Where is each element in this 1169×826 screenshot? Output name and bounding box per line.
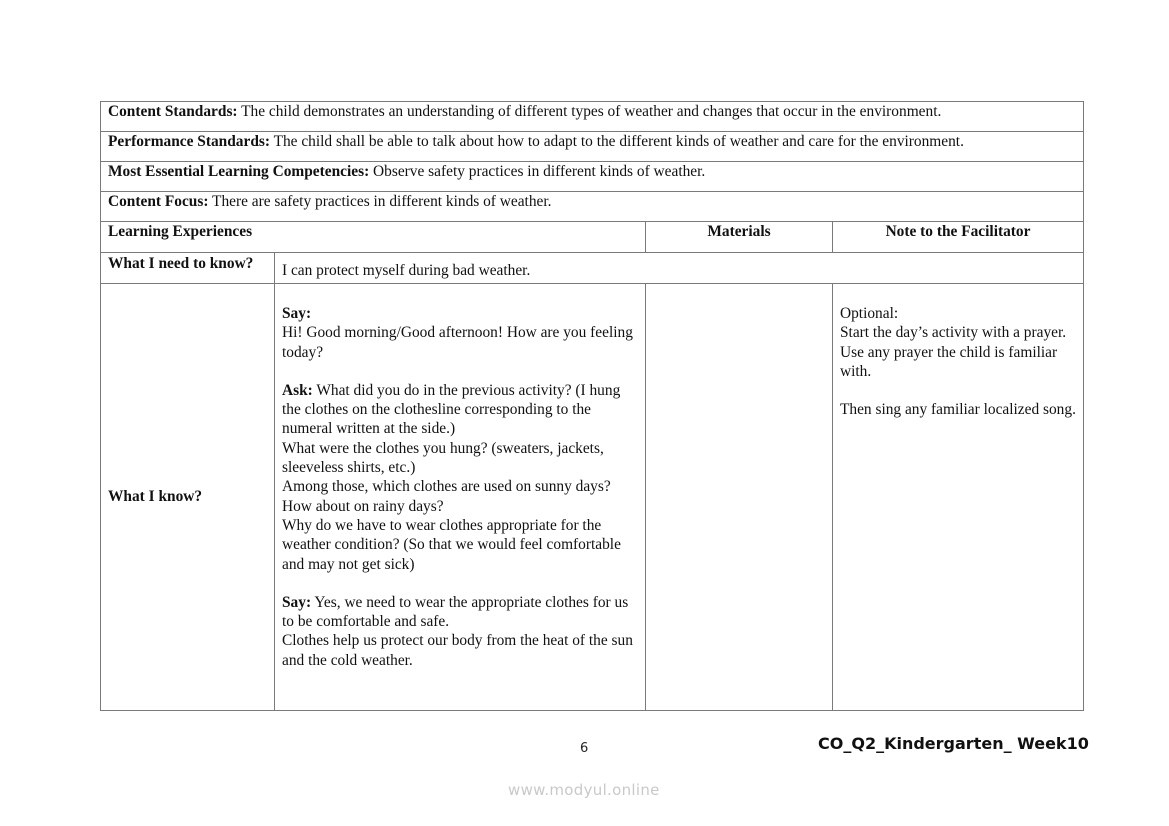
say-greeting-block — [282, 304, 638, 362]
say-closing-extra: Clothes help us protect our body from the heat of the sun and the cold weather. — [282, 632, 633, 669]
question-item: What were the clothes you hung? (sweaters, jackets, sleeveless shirts, etc.) — [282, 439, 604, 477]
content-focus-text: There are safety practices in different kinds of weather. — [208, 193, 552, 210]
say-closing-text: Yes, we need to wear the appropriate clothes for us to be comfortable and safe. — [282, 593, 629, 631]
what-i-know-row — [101, 284, 1084, 711]
performance-standards-cell — [101, 132, 1084, 162]
ask-text: What did you do in the previous activity? (I hung the clothes on the clothesline corresponding to the numeral written at the side.) — [282, 381, 621, 438]
ask-block — [282, 381, 638, 574]
performance-standards-row — [101, 132, 1084, 162]
what-i-need-to-know-text: I can protect myself during bad weather. — [275, 253, 1084, 284]
note-song-block — [840, 400, 1076, 419]
content-focus-row — [101, 192, 1084, 222]
content-focus-label: Content Focus: — [108, 193, 209, 210]
question-item: How about on rainy days? — [282, 497, 444, 515]
content-standards-row — [101, 102, 1084, 132]
performance-standards-label: Performance Standards: — [108, 133, 270, 150]
say-greeting-text: Hi! Good morning/Good afternoon! How are you feeling today? — [282, 324, 633, 361]
question-item: Why do we have to wear clothes appropriate for the weather condition? (So that we would feel comfortable and may not get sick) — [282, 516, 621, 573]
what-i-know-note — [833, 284, 1084, 711]
what-i-know-content — [275, 284, 646, 711]
melc-label: Most Essential Learning Competencies: — [108, 163, 370, 180]
table-header-row — [101, 222, 1084, 253]
performance-standards-text: The child shall be able to talk about how to adapt to the different kinds of weather and care for the environment. — [270, 133, 964, 150]
what-i-know-materials — [646, 284, 833, 711]
content-standards-cell — [101, 102, 1084, 132]
lesson-plan-table — [100, 101, 1084, 711]
say-label: Say: — [282, 305, 312, 322]
what-i-know-label: What I know? — [101, 284, 275, 711]
note-header: Note to the Facilitator — [833, 222, 1084, 253]
question-item: Among those, which clothes are used on sunny days? — [282, 478, 611, 496]
learning-experiences-header-text: Learning Experiences — [108, 223, 253, 240]
learning-experiences-header — [101, 222, 646, 253]
melc-text: Observe safety practices in different kinds of weather. — [369, 163, 706, 180]
melc-cell — [101, 162, 1084, 192]
what-i-need-to-know-row — [101, 253, 1084, 284]
melc-row — [101, 162, 1084, 192]
watermark: www.modyul.online — [508, 781, 660, 799]
content-standards-label: Content Standards: — [108, 103, 238, 120]
say-label: Say: — [282, 593, 312, 611]
module-code: CO_Q2_Kindergarten_ Week10 — [818, 734, 1089, 753]
note-song-text: Then sing any familiar localized song. — [840, 401, 1076, 419]
note-prayer-text: Start the day’s activity with a prayer. Use any prayer the child is familiar with. — [840, 324, 1067, 380]
ask-label: Ask: — [282, 381, 313, 399]
what-i-need-to-know-label: What I need to know? — [101, 253, 275, 284]
say-closing-block — [282, 593, 638, 670]
note-heading: Optional: — [840, 305, 899, 322]
content-focus-cell — [101, 192, 1084, 222]
note-optional-block — [840, 304, 1076, 381]
materials-header: Materials — [646, 222, 833, 253]
content-standards-text: The child demonstrates an understanding of different types of weather and changes that occur in the environment. — [237, 103, 942, 120]
page-number: 6 — [580, 741, 589, 756]
